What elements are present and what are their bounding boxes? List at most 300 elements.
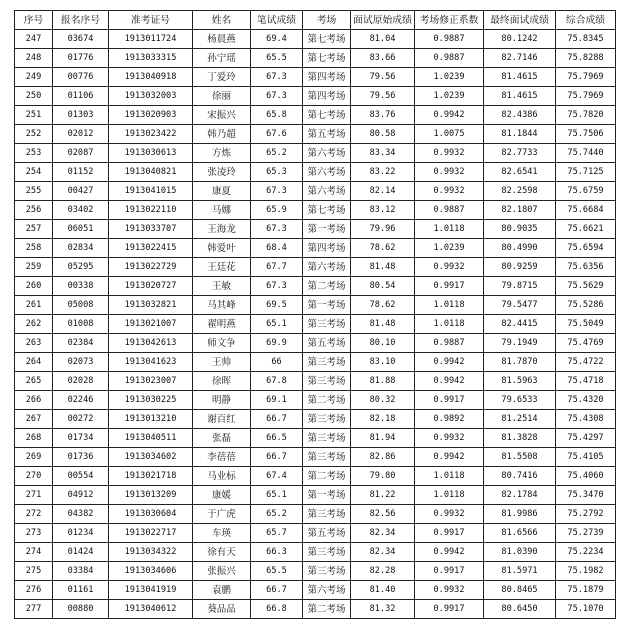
seq-cell: 261 [15, 296, 53, 315]
admission-ticket-cell: 1913032003 [109, 87, 193, 106]
exam-room-cell: 第五考场 [303, 125, 351, 144]
interview-raw-cell: 79.56 [351, 87, 415, 106]
exam-room-cell: 第五考场 [303, 524, 351, 543]
registration-no-cell: 03402 [53, 201, 109, 220]
name-cell: 师文争 [193, 334, 251, 353]
admission-ticket-cell: 1913022415 [109, 239, 193, 258]
table-body [15, 30, 616, 619]
composite-score-cell: 75.4105 [556, 448, 616, 467]
seq-cell: 274 [15, 543, 53, 562]
exam-room-cell: 第三考场 [303, 353, 351, 372]
registration-no-cell: 02384 [53, 334, 109, 353]
registration-no-cell: 01776 [53, 49, 109, 68]
correction-factor-cell: 1.0075 [415, 125, 484, 144]
name-cell: 王敏 [193, 277, 251, 296]
name-cell: 宋振兴 [193, 106, 251, 125]
composite-score-cell: 75.6356 [556, 258, 616, 277]
correction-factor-cell: 0.9917 [415, 391, 484, 410]
interview-raw-cell: 79.56 [351, 68, 415, 87]
name-cell: 徐晖 [193, 372, 251, 391]
composite-score-cell: 75.8288 [556, 49, 616, 68]
header-final-interview: 最终面试成绩 [484, 11, 556, 30]
correction-factor-cell: 0.9942 [415, 106, 484, 125]
interview-raw-cell: 82.28 [351, 562, 415, 581]
seq-cell: 257 [15, 220, 53, 239]
interview-raw-cell: 78.62 [351, 296, 415, 315]
table-row [15, 30, 616, 49]
correction-factor-cell: 0.9917 [415, 562, 484, 581]
name-cell: 方炼 [193, 144, 251, 163]
composite-score-cell: 75.7440 [556, 144, 616, 163]
correction-factor-cell: 0.9887 [415, 49, 484, 68]
written-score-cell: 66.3 [251, 543, 303, 562]
written-score-cell: 66.7 [251, 581, 303, 600]
written-score-cell: 66 [251, 353, 303, 372]
written-score-cell: 67.3 [251, 87, 303, 106]
exam-room-cell: 第三考场 [303, 543, 351, 562]
seq-cell: 271 [15, 486, 53, 505]
seq-cell: 253 [15, 144, 53, 163]
registration-no-cell: 03384 [53, 562, 109, 581]
seq-cell: 273 [15, 524, 53, 543]
admission-ticket-cell: 1913041623 [109, 353, 193, 372]
final-interview-cell: 82.1807 [484, 201, 556, 220]
name-cell: 徐有天 [193, 543, 251, 562]
final-interview-cell: 79.5477 [484, 296, 556, 315]
final-interview-cell: 82.1784 [484, 486, 556, 505]
seq-cell: 258 [15, 239, 53, 258]
table-row [15, 125, 616, 144]
composite-score-cell: 75.1982 [556, 562, 616, 581]
exam-room-cell: 第七考场 [303, 49, 351, 68]
final-interview-cell: 82.4415 [484, 315, 556, 334]
admission-ticket-cell: 1913022717 [109, 524, 193, 543]
composite-score-cell: 75.4297 [556, 429, 616, 448]
admission-ticket-cell: 1913021718 [109, 467, 193, 486]
correction-factor-cell: 1.0239 [415, 87, 484, 106]
registration-no-cell: 00272 [53, 410, 109, 429]
name-cell: 袁鹏 [193, 581, 251, 600]
registration-no-cell: 06051 [53, 220, 109, 239]
interview-raw-cell: 81.04 [351, 30, 415, 49]
interview-raw-cell: 81.48 [351, 258, 415, 277]
admission-ticket-cell: 1913013209 [109, 486, 193, 505]
seq-cell: 247 [15, 30, 53, 49]
name-cell: 马其峰 [193, 296, 251, 315]
name-cell: 康媛 [193, 486, 251, 505]
interview-raw-cell: 82.86 [351, 448, 415, 467]
registration-no-cell: 01303 [53, 106, 109, 125]
composite-score-cell: 75.4320 [556, 391, 616, 410]
registration-no-cell: 03674 [53, 30, 109, 49]
table-row [15, 600, 616, 619]
name-cell: 王廷花 [193, 258, 251, 277]
exam-room-cell: 第二考场 [303, 277, 351, 296]
final-interview-cell: 79.6533 [484, 391, 556, 410]
table-row [15, 182, 616, 201]
written-score-cell: 65.2 [251, 144, 303, 163]
written-score-cell: 67.4 [251, 467, 303, 486]
final-interview-cell: 81.1844 [484, 125, 556, 144]
registration-no-cell: 01161 [53, 581, 109, 600]
registration-no-cell: 00338 [53, 277, 109, 296]
written-score-cell: 69.1 [251, 391, 303, 410]
seq-cell: 260 [15, 277, 53, 296]
final-interview-cell: 79.1949 [484, 334, 556, 353]
table-row [15, 505, 616, 524]
registration-no-cell: 01424 [53, 543, 109, 562]
exam-room-cell: 第六考场 [303, 182, 351, 201]
exam-room-cell: 第三考场 [303, 410, 351, 429]
admission-ticket-cell: 1913013210 [109, 410, 193, 429]
admission-ticket-cell: 1913040918 [109, 68, 193, 87]
correction-factor-cell: 0.9932 [415, 581, 484, 600]
composite-score-cell: 75.5286 [556, 296, 616, 315]
table-row [15, 543, 616, 562]
name-cell: 徐丽 [193, 87, 251, 106]
admission-ticket-cell: 1913011724 [109, 30, 193, 49]
composite-score-cell: 75.4769 [556, 334, 616, 353]
name-cell: 丁爱玲 [193, 68, 251, 87]
seq-cell: 255 [15, 182, 53, 201]
final-interview-cell: 81.5963 [484, 372, 556, 391]
correction-factor-cell: 0.9942 [415, 372, 484, 391]
table-row [15, 315, 616, 334]
composite-score-cell: 75.8345 [556, 30, 616, 49]
written-score-cell: 66.7 [251, 448, 303, 467]
correction-factor-cell: 1.0118 [415, 467, 484, 486]
interview-raw-cell: 79.80 [351, 467, 415, 486]
composite-score-cell: 75.2792 [556, 505, 616, 524]
name-cell: 马业标 [193, 467, 251, 486]
written-score-cell: 65.1 [251, 315, 303, 334]
written-score-cell: 65.3 [251, 163, 303, 182]
registration-no-cell: 02834 [53, 239, 109, 258]
composite-score-cell: 75.1070 [556, 600, 616, 619]
table-row [15, 429, 616, 448]
correction-factor-cell: 1.0118 [415, 486, 484, 505]
table-row [15, 277, 616, 296]
composite-score-cell: 75.6759 [556, 182, 616, 201]
interview-raw-cell: 83.10 [351, 353, 415, 372]
registration-no-cell: 01106 [53, 87, 109, 106]
composite-score-cell: 75.4718 [556, 372, 616, 391]
written-score-cell: 66.8 [251, 600, 303, 619]
seq-cell: 263 [15, 334, 53, 353]
final-interview-cell: 81.3828 [484, 429, 556, 448]
correction-factor-cell: 1.0239 [415, 239, 484, 258]
composite-score-cell: 75.3470 [556, 486, 616, 505]
header-correction-factor: 考场修正系数 [415, 11, 484, 30]
seq-cell: 252 [15, 125, 53, 144]
header-interview-raw: 面试原始成绩 [351, 11, 415, 30]
interview-raw-cell: 83.12 [351, 201, 415, 220]
exam-room-cell: 第六考场 [303, 258, 351, 277]
correction-factor-cell: 0.9932 [415, 429, 484, 448]
name-cell: 孙宁瑶 [193, 49, 251, 68]
interview-raw-cell: 83.76 [351, 106, 415, 125]
admission-ticket-cell: 1913041015 [109, 182, 193, 201]
interview-raw-cell: 81.32 [351, 600, 415, 619]
composite-score-cell: 75.2739 [556, 524, 616, 543]
table-row [15, 467, 616, 486]
written-score-cell: 67.3 [251, 220, 303, 239]
admission-ticket-cell: 1913032821 [109, 296, 193, 315]
seq-cell: 267 [15, 410, 53, 429]
composite-score-cell: 75.7969 [556, 87, 616, 106]
interview-raw-cell: 82.14 [351, 182, 415, 201]
admission-ticket-cell: 1913030613 [109, 144, 193, 163]
registration-no-cell: 01152 [53, 163, 109, 182]
written-score-cell: 67.3 [251, 277, 303, 296]
final-interview-cell: 80.6450 [484, 600, 556, 619]
admission-ticket-cell: 1913033315 [109, 49, 193, 68]
registration-no-cell: 01008 [53, 315, 109, 334]
final-interview-cell: 79.8715 [484, 277, 556, 296]
interview-raw-cell: 81.40 [351, 581, 415, 600]
composite-score-cell: 75.6621 [556, 220, 616, 239]
admission-ticket-cell: 1913020727 [109, 277, 193, 296]
interview-raw-cell: 83.66 [351, 49, 415, 68]
name-cell: 康夏 [193, 182, 251, 201]
table-row [15, 562, 616, 581]
final-interview-cell: 82.7733 [484, 144, 556, 163]
final-interview-cell: 81.2514 [484, 410, 556, 429]
interview-raw-cell: 80.58 [351, 125, 415, 144]
seq-cell: 248 [15, 49, 53, 68]
composite-score-cell: 75.5629 [556, 277, 616, 296]
seq-cell: 264 [15, 353, 53, 372]
admission-ticket-cell: 1913033707 [109, 220, 193, 239]
name-cell: 李蓓蓓 [193, 448, 251, 467]
table-row [15, 448, 616, 467]
correction-factor-cell: 0.9932 [415, 505, 484, 524]
registration-no-cell: 01734 [53, 429, 109, 448]
interview-raw-cell: 81.48 [351, 315, 415, 334]
exam-room-cell: 第一考场 [303, 220, 351, 239]
correction-factor-cell: 0.9917 [415, 600, 484, 619]
written-score-cell: 66.5 [251, 429, 303, 448]
interview-raw-cell: 82.56 [351, 505, 415, 524]
correction-factor-cell: 0.9887 [415, 30, 484, 49]
registration-no-cell: 01234 [53, 524, 109, 543]
final-interview-cell: 80.8465 [484, 581, 556, 600]
interview-raw-cell: 80.32 [351, 391, 415, 410]
name-cell: 王帅 [193, 353, 251, 372]
admission-ticket-cell: 1913023007 [109, 372, 193, 391]
composite-score-cell: 75.6684 [556, 201, 616, 220]
table-row [15, 258, 616, 277]
registration-no-cell: 02073 [53, 353, 109, 372]
composite-score-cell: 75.7506 [556, 125, 616, 144]
composite-score-cell: 75.5049 [556, 315, 616, 334]
final-interview-cell: 82.2598 [484, 182, 556, 201]
name-cell: 张磊 [193, 429, 251, 448]
exam-room-cell: 第四考场 [303, 87, 351, 106]
final-interview-cell: 80.1242 [484, 30, 556, 49]
interview-raw-cell: 78.62 [351, 239, 415, 258]
seq-cell: 268 [15, 429, 53, 448]
final-interview-cell: 81.0390 [484, 543, 556, 562]
table-row [15, 220, 616, 239]
table-row [15, 524, 616, 543]
correction-factor-cell: 1.0118 [415, 315, 484, 334]
header-admission-ticket: 准考证号 [109, 11, 193, 30]
registration-no-cell: 00776 [53, 68, 109, 87]
written-score-cell: 65.1 [251, 486, 303, 505]
written-score-cell: 65.5 [251, 49, 303, 68]
final-interview-cell: 80.9035 [484, 220, 556, 239]
name-cell: 韩乃超 [193, 125, 251, 144]
written-score-cell: 68.4 [251, 239, 303, 258]
correction-factor-cell: 0.9942 [415, 543, 484, 562]
table-row [15, 201, 616, 220]
composite-score-cell: 75.7125 [556, 163, 616, 182]
name-cell: 王海龙 [193, 220, 251, 239]
interview-raw-cell: 82.18 [351, 410, 415, 429]
interview-raw-cell: 80.10 [351, 334, 415, 353]
written-score-cell: 65.8 [251, 106, 303, 125]
admission-ticket-cell: 1913041919 [109, 581, 193, 600]
header-registration-no: 报名序号 [53, 11, 109, 30]
written-score-cell: 67.6 [251, 125, 303, 144]
correction-factor-cell: 0.9892 [415, 410, 484, 429]
seq-cell: 265 [15, 372, 53, 391]
written-score-cell: 65.5 [251, 562, 303, 581]
written-score-cell: 65.7 [251, 524, 303, 543]
name-cell: 葵品品 [193, 600, 251, 619]
exam-room-cell: 第二考场 [303, 391, 351, 410]
final-interview-cell: 81.5971 [484, 562, 556, 581]
header-name: 姓名 [193, 11, 251, 30]
admission-ticket-cell: 1913023422 [109, 125, 193, 144]
interview-raw-cell: 83.34 [351, 144, 415, 163]
seq-cell: 262 [15, 315, 53, 334]
table-row [15, 106, 616, 125]
name-cell: 翟明燕 [193, 315, 251, 334]
correction-factor-cell: 0.9942 [415, 448, 484, 467]
final-interview-cell: 81.5508 [484, 448, 556, 467]
composite-score-cell: 75.6594 [556, 239, 616, 258]
admission-ticket-cell: 1913040511 [109, 429, 193, 448]
exam-room-cell: 第一考场 [303, 486, 351, 505]
seq-cell: 272 [15, 505, 53, 524]
interview-raw-cell: 82.34 [351, 543, 415, 562]
interview-raw-cell: 81.88 [351, 372, 415, 391]
final-interview-cell: 82.4386 [484, 106, 556, 125]
written-score-cell: 69.9 [251, 334, 303, 353]
seq-cell: 277 [15, 600, 53, 619]
exam-room-cell: 第一考场 [303, 296, 351, 315]
correction-factor-cell: 0.9932 [415, 258, 484, 277]
admission-ticket-cell: 1913034602 [109, 448, 193, 467]
score-table [14, 10, 616, 619]
correction-factor-cell: 0.9887 [415, 201, 484, 220]
written-score-cell: 66.7 [251, 410, 303, 429]
table-row [15, 49, 616, 68]
seq-cell: 266 [15, 391, 53, 410]
correction-factor-cell: 0.9917 [415, 277, 484, 296]
interview-raw-cell: 83.22 [351, 163, 415, 182]
written-score-cell: 67.3 [251, 68, 303, 87]
final-interview-cell: 80.7416 [484, 467, 556, 486]
admission-ticket-cell: 1913040821 [109, 163, 193, 182]
correction-factor-cell: 0.9917 [415, 524, 484, 543]
table-row [15, 486, 616, 505]
composite-score-cell: 75.2234 [556, 543, 616, 562]
correction-factor-cell: 0.9932 [415, 144, 484, 163]
registration-no-cell: 02028 [53, 372, 109, 391]
interview-raw-cell: 80.54 [351, 277, 415, 296]
table-row [15, 144, 616, 163]
correction-factor-cell: 0.9932 [415, 163, 484, 182]
exam-room-cell: 第三考场 [303, 505, 351, 524]
name-cell: 谢百红 [193, 410, 251, 429]
registration-no-cell: 01736 [53, 448, 109, 467]
composite-score-cell: 75.4722 [556, 353, 616, 372]
written-score-cell: 65.9 [251, 201, 303, 220]
registration-no-cell: 02246 [53, 391, 109, 410]
registration-no-cell: 05295 [53, 258, 109, 277]
admission-ticket-cell: 1913040612 [109, 600, 193, 619]
correction-factor-cell: 0.9887 [415, 334, 484, 353]
registration-no-cell: 04382 [53, 505, 109, 524]
header-seq: 序号 [15, 11, 53, 30]
table-header-row [15, 11, 616, 30]
interview-raw-cell: 81.22 [351, 486, 415, 505]
written-score-cell: 67.8 [251, 372, 303, 391]
exam-room-cell: 第七考场 [303, 106, 351, 125]
registration-no-cell: 00880 [53, 600, 109, 619]
exam-room-cell: 第三考场 [303, 372, 351, 391]
name-cell: 杨晨燕 [193, 30, 251, 49]
table-row [15, 239, 616, 258]
interview-raw-cell: 82.34 [351, 524, 415, 543]
exam-room-cell: 第七考场 [303, 30, 351, 49]
exam-room-cell: 第三考场 [303, 429, 351, 448]
admission-ticket-cell: 1913020903 [109, 106, 193, 125]
name-cell: 韩爱叶 [193, 239, 251, 258]
table-row [15, 372, 616, 391]
final-interview-cell: 81.4615 [484, 68, 556, 87]
written-score-cell: 67.7 [251, 258, 303, 277]
admission-ticket-cell: 1913042613 [109, 334, 193, 353]
exam-room-cell: 第七考场 [303, 201, 351, 220]
final-interview-cell: 82.7146 [484, 49, 556, 68]
admission-ticket-cell: 1913022729 [109, 258, 193, 277]
registration-no-cell: 04912 [53, 486, 109, 505]
seq-cell: 250 [15, 87, 53, 106]
table-row [15, 87, 616, 106]
registration-no-cell: 05008 [53, 296, 109, 315]
table-row [15, 581, 616, 600]
table-row [15, 296, 616, 315]
correction-factor-cell: 0.9942 [415, 353, 484, 372]
composite-score-cell: 75.4308 [556, 410, 616, 429]
registration-no-cell: 02087 [53, 144, 109, 163]
table-row [15, 163, 616, 182]
table-row [15, 410, 616, 429]
seq-cell: 259 [15, 258, 53, 277]
name-cell: 于广虎 [193, 505, 251, 524]
seq-cell: 269 [15, 448, 53, 467]
header-written-score: 笔试成绩 [251, 11, 303, 30]
written-score-cell: 69.4 [251, 30, 303, 49]
seq-cell: 276 [15, 581, 53, 600]
correction-factor-cell: 1.0118 [415, 296, 484, 315]
registration-no-cell: 00554 [53, 467, 109, 486]
table-row [15, 68, 616, 87]
